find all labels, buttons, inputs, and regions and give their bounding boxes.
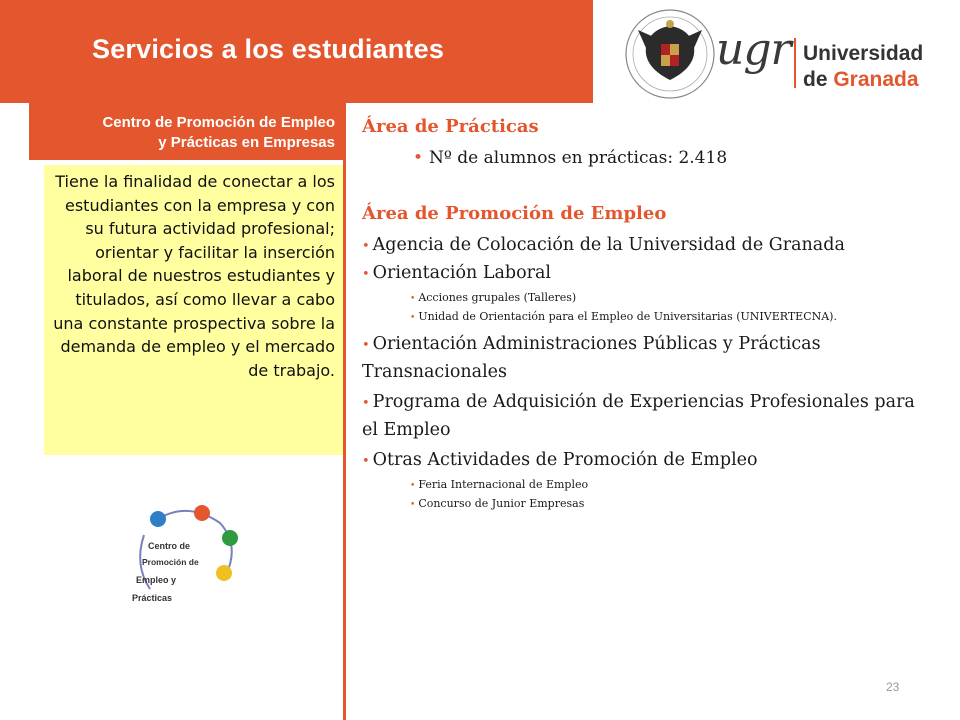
- list-item-text: Orientación Administraciones Públicas y Prácticas Transnacionales: [362, 334, 821, 382]
- section-title-empleo: Área de Promoción de Empleo: [362, 203, 667, 224]
- emblem-text-3: Empleo y: [136, 575, 177, 585]
- center-description: Tiene la finalidad de conectar a los estudiantes con la empresa y con su futura actividad profesional; orientar y facilitar la inserción laboral de nuestros estudiantes y titulados, así como llevar a cabo una constante prospectiva sobre la demanda de empleo y el mercado de trabajo.: [44, 165, 343, 455]
- list-item-text: Orientación Laboral: [372, 263, 552, 283]
- list-item: [362, 389, 922, 443]
- section-title-practicas: Área de Prácticas: [362, 116, 539, 137]
- bullet-icon: •: [362, 338, 370, 353]
- bullet-icon: •: [410, 500, 416, 510]
- sub-list: [362, 289, 922, 327]
- service-list: [362, 232, 922, 514]
- students-stat-text: Nº de alumnos en prácticas: 2.418: [429, 148, 728, 168]
- list-item: [362, 260, 922, 288]
- sub-list-item: [362, 289, 922, 308]
- sub-list: [362, 476, 922, 514]
- emblem-text-2: Promoción de: [142, 557, 199, 567]
- bullet-icon: •: [362, 396, 370, 411]
- subheading-line2: y Prácticas en Empresas: [158, 134, 335, 151]
- bullet-icon: •: [413, 148, 424, 168]
- students-stat: [413, 148, 727, 168]
- sub-list-item-text: Concurso de Junior Empresas: [418, 497, 585, 510]
- sub-list-item-text: Feria Internacional de Empleo: [418, 478, 589, 491]
- list-item-text: Otras Actividades de Promoción de Empleo: [372, 450, 758, 470]
- bullet-icon: •: [410, 313, 416, 323]
- page-number: 23: [886, 680, 900, 694]
- bullet-icon: •: [362, 267, 370, 282]
- center-emblem-icon: [128, 505, 244, 613]
- emblem-text-4: Prácticas: [132, 593, 173, 603]
- sub-list-item-text: Acciones grupales (Talleres): [418, 291, 577, 304]
- bullet-icon: •: [410, 294, 416, 304]
- column-divider: [343, 103, 346, 720]
- university-name-line2: [803, 68, 919, 92]
- sub-list-item-text: Unidad de Orientación para el Empleo de Universitarias (UNIVERTECNA).: [418, 310, 837, 323]
- university-name-accent: Granada: [833, 68, 919, 91]
- ugr-logotype: ugr: [716, 24, 791, 75]
- sub-list-item: [362, 495, 922, 514]
- university-crest-icon: [624, 8, 716, 100]
- bullet-icon: •: [362, 239, 370, 254]
- university-name-line1: Universidad: [803, 42, 924, 65]
- sub-list-item: [362, 476, 922, 495]
- list-item-text: Agencia de Colocación de la Universidad de Granada: [372, 235, 845, 255]
- university-name-prefix: de: [803, 68, 834, 91]
- page-title: Servicios a los estudiantes: [92, 34, 445, 64]
- list-item: [362, 331, 922, 385]
- bullet-icon: •: [410, 481, 416, 491]
- center-subheading: [29, 103, 343, 160]
- list-item-text: Programa de Adquisición de Experiencias Profesionales para el Empleo: [362, 392, 915, 440]
- bullet-icon: •: [362, 454, 370, 469]
- list-item: [362, 447, 922, 475]
- subheading-line1: Centro de Promoción de Empleo: [102, 114, 335, 131]
- sub-list-item: [362, 308, 922, 327]
- emblem-text-1: Centro de: [148, 541, 191, 551]
- logo-separator: [794, 38, 796, 88]
- list-item: [362, 232, 922, 260]
